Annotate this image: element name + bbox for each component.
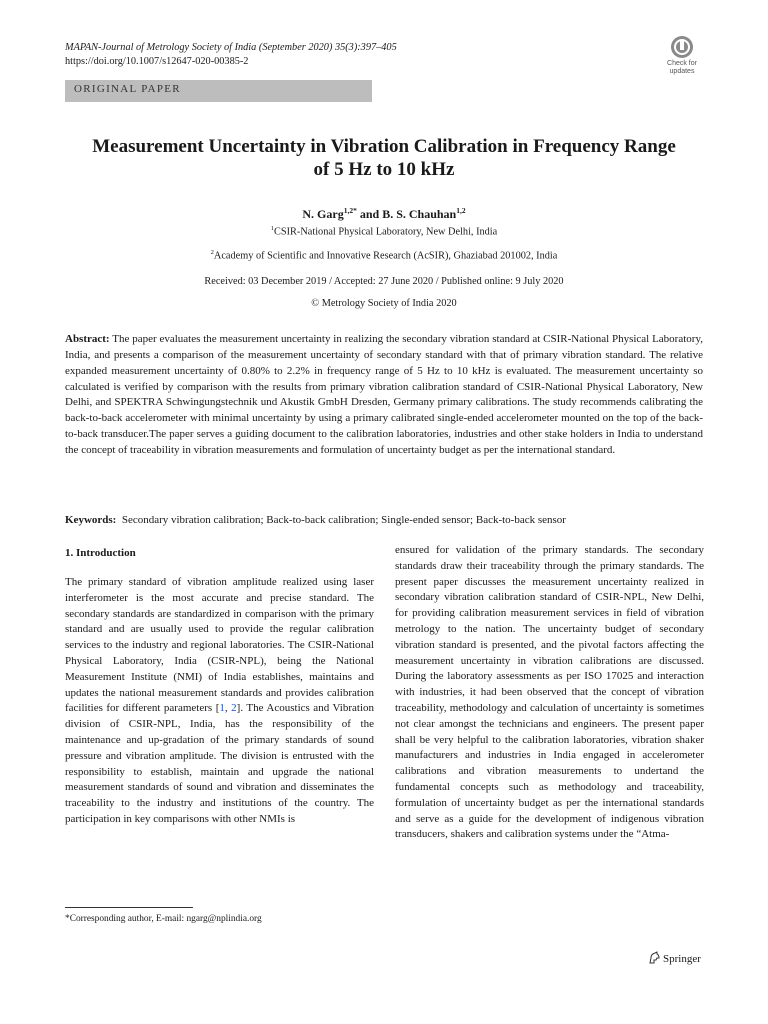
journal-citation: MAPAN-Journal of Metrology Society of India (September 2020) 35(3):397–405 bbox=[65, 42, 397, 53]
badge-label-line1: Check for bbox=[667, 60, 697, 67]
publisher-mark bbox=[647, 951, 701, 967]
keywords bbox=[65, 512, 703, 528]
title-line-2: of 5 Hz to 10 kHz bbox=[313, 159, 455, 180]
citation-separator: , bbox=[224, 702, 232, 715]
author-1-name: N. Garg bbox=[302, 207, 344, 221]
publication-dates: Received: 03 December 2019 / Accepted: 27 June 2020 / Published online: 9 July 2020 bbox=[204, 276, 564, 287]
corresponding-mark: * bbox=[353, 206, 357, 215]
intro-text-right: ensured for validation of the primary standards. The secondary standards draw their traceability through the primary standards. The present paper discusses the measurement uncertainty realized in secondary vibration calibration standard of CSIR-NPL, New Delhi, for providing calibration measurement services in field of vibration metrology to the nation. The uncertainty budget of secondary vibration standard is presented, and the pivotal factors affecting the measurement uncertainty in vibration calibrations are discussed. During the laboratory assessments as per ISO 17025 and interaction with industries, it had been observed that the concept of vibration traceability, methodology and calculation of uncertainty is sometimes not clear amongst the technicians and engineers. The present paper shall be very helpful to the calibration laboratories, vibration shaker manufacturers and industries in India engaged in accelerometer calibrations and vibration measurements to undertand the fundamental concepts such as methodology and traceability, formulation of uncertainty budget as per the international standards and serve as a guide for the development of indigenous vibration transducers, shakers and calibration systems under the “Atma- bbox=[395, 544, 704, 841]
intro-column-right bbox=[395, 543, 704, 843]
section-label-bar bbox=[65, 80, 372, 102]
check-updates-icon bbox=[671, 36, 693, 58]
publisher-name: Springer bbox=[663, 953, 701, 965]
author-1-affil-sup: 1,2 bbox=[343, 206, 354, 215]
affiliation-1-sup: 1 bbox=[270, 225, 274, 232]
corresponding-author-footnote: *Corresponding author, E-mail: ngarg@nplindia.org bbox=[65, 914, 262, 924]
intro-text-left-a: The primary standard of vibration amplitude realized using laser interferometer is the most accurate and precise standard. The secondary standards are standardized in comparison with the primary standard and are usually used to provide the regular calibration services to the industry and regional laboratories. The CSIR-National Physical Laboratory, India (CSIR-NPL), being the National Measurement Institute (NMI) of India establishes, maintains and updates the national measurement standards and provides calibration facilities for different parameters [ bbox=[65, 576, 374, 715]
abstract bbox=[65, 332, 703, 459]
footnote-rule bbox=[65, 907, 193, 908]
intro-column-left bbox=[65, 575, 374, 828]
affiliation-1-text: CSIR-National Physical Laboratory, New Delhi, India bbox=[274, 226, 498, 238]
author-2-name: B. S. Chauhan bbox=[382, 207, 457, 221]
copyright-notice: © Metrology Society of India 2020 bbox=[311, 298, 457, 309]
abstract-text: The paper evaluates the measurement uncertainty in realizing the secondary vibration standard at CSIR-National Physical Laboratory, India, and presents a comparison of the measurement uncertainty of secondary standard with that of primary vibration standard. The relative expanded measurement uncertainty of 0.80% to 2.2% in frequency range of 5 Hz to 10 kHz is evaluated. The measurement uncertainty so calculated is verified by comparison with the results from primary vibration calibration standard of CSIR-National Physical Laboratory, New Delhi, and SPEKTRA Schwingungstechnik und Akustik GmbH Dresden, Germany primary calibrations. The study recommends calibrating the back-to-back accelerometer with minimal uncertainty by using a primary calibrated single-ended accelerometer mounted on the top of the back-to-back transducer.The paper serves a guiding document to the calibration laboratories, industries and other stake holders in India to understand the concept of traceability in vibration measurements and formulation of uncertainty budget as per the international standard. bbox=[65, 333, 703, 456]
doi-link[interactable]: https://doi.org/10.1007/s12647-020-00385-2 bbox=[65, 56, 249, 67]
keywords-text: Secondary vibration calibration; Back-to-back calibration; Single-ended sensor; Back-to-back sensor bbox=[121, 514, 566, 526]
paper-title bbox=[40, 135, 728, 181]
affiliation-2-text: Academy of Scientific and Innovative Research (AcSIR), Ghaziabad 201002, India bbox=[213, 250, 558, 262]
affiliation-1 bbox=[65, 222, 703, 239]
check-for-updates-badge[interactable] bbox=[660, 36, 704, 76]
intro-text-left-b: ]. The Acoustics and Vibration division of CSIR-NPL, India, has the responsibility of the maintenance and up-gradation of the primary standards of sound pressure and vibration amplitude. The division is entrusted with the responsibility to establish, maintain and upgrade the national measurement standards of sound and vibration and disseminates the traceability to the industry and institutions of the country. The participation in key comparisons with other NMIs is bbox=[65, 702, 375, 825]
badge-label-line2: updates bbox=[669, 67, 695, 75]
abstract-label: Abstract: bbox=[65, 333, 110, 345]
author-2-affil-sup: 1,2 bbox=[456, 206, 466, 215]
section-label: ORIGINAL PAPER bbox=[74, 83, 181, 95]
citation-link-2[interactable]: 2 bbox=[231, 702, 237, 715]
author-conjunction: and bbox=[356, 207, 383, 221]
section-heading-introduction: 1. Introduction bbox=[65, 547, 136, 559]
citation-link-1[interactable]: 1 bbox=[219, 702, 225, 715]
author-list bbox=[65, 203, 703, 222]
affiliation-2 bbox=[65, 246, 703, 263]
keywords-label: Keywords: bbox=[65, 514, 117, 526]
springer-horse-icon bbox=[647, 951, 661, 965]
title-line-1: Measurement Uncertainty in Vibration Calibration in Frequency Range bbox=[92, 136, 676, 157]
affiliation-2-sup: 2 bbox=[210, 249, 214, 256]
